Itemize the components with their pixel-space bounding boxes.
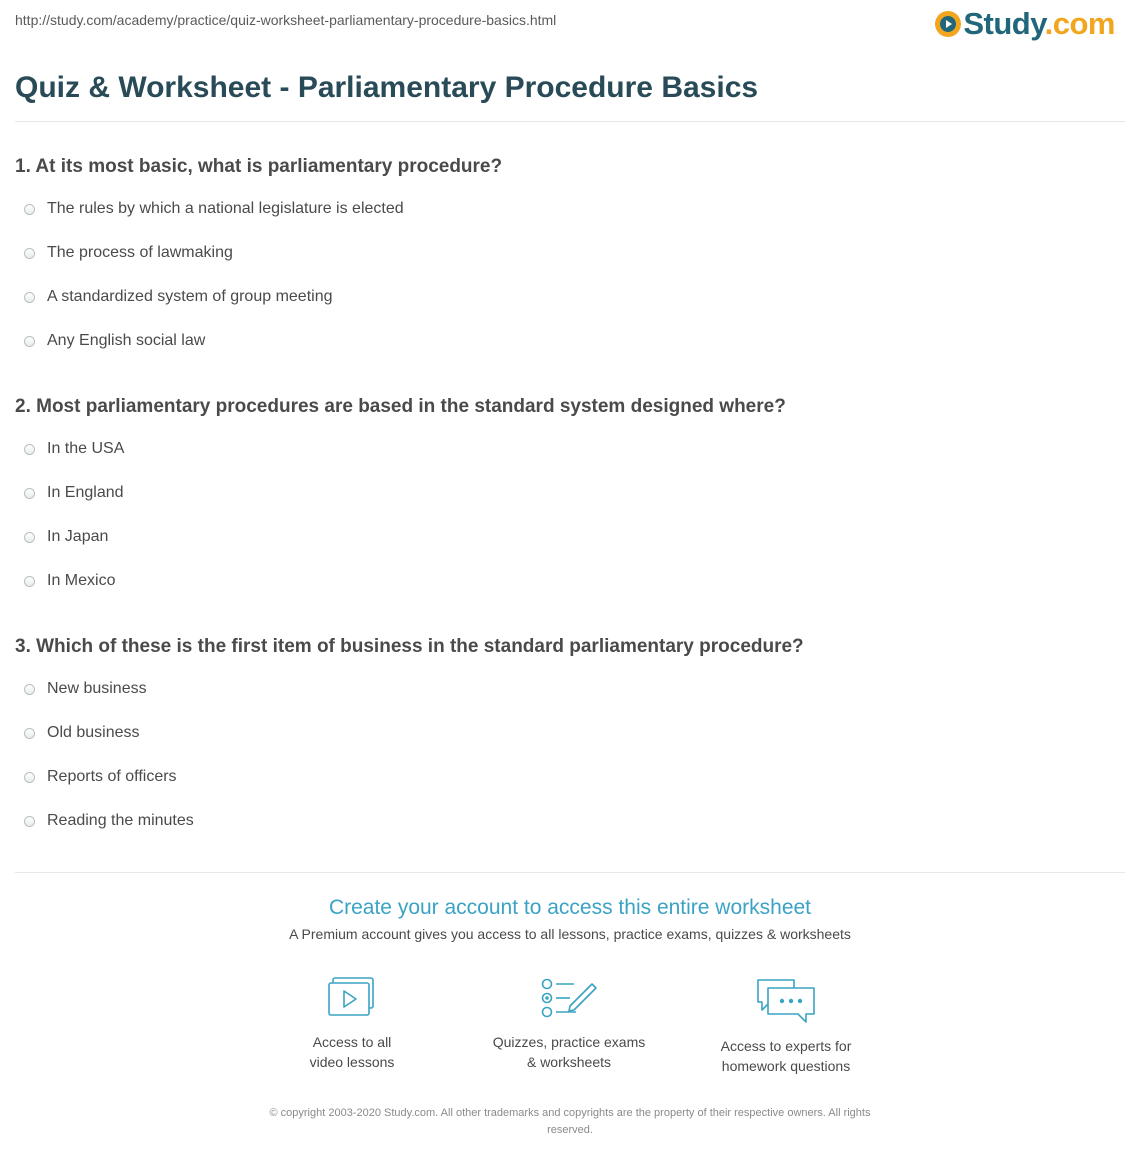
option-label: The process of lawmaking (47, 244, 233, 261)
option-label: Old business (47, 724, 140, 741)
radio-button[interactable] (24, 248, 35, 259)
video-lessons-icon (326, 976, 378, 1022)
radio-button[interactable] (24, 336, 35, 347)
cta-divider (15, 872, 1125, 873)
option-label: New business (47, 680, 147, 697)
option-label: Reports of officers (47, 768, 177, 785)
logo-text: Study.com (963, 6, 1115, 41)
feature-quizzes (479, 976, 659, 1072)
answer-option[interactable] (24, 440, 124, 458)
quiz-checklist-icon (540, 976, 598, 1022)
radio-button[interactable] (24, 292, 35, 303)
answer-option[interactable] (24, 768, 177, 786)
answer-option[interactable] (24, 572, 115, 590)
question-1: 1. At its most basic, what is parliamentary procedure? (15, 156, 503, 177)
option-label: In Japan (47, 528, 109, 545)
radio-button[interactable] (24, 816, 35, 827)
answer-option[interactable] (24, 680, 147, 698)
title-divider (15, 121, 1125, 122)
answer-option[interactable] (24, 332, 205, 350)
logo-play-icon (935, 11, 961, 37)
option-label: The rules by which a national legislature is elected (47, 200, 404, 217)
radio-button[interactable] (24, 488, 35, 499)
answer-option[interactable] (24, 484, 124, 502)
study-logo[interactable] (935, 6, 1115, 42)
radio-button[interactable] (24, 684, 35, 695)
answer-option[interactable] (24, 528, 108, 546)
feature-label: Access to all video lessons (309, 1034, 395, 1070)
create-account-link[interactable]: Create your account to access this entire worksheet (328, 896, 812, 919)
cta-subtitle: A Premium account gives you access to all lessons, practice exams, quizzes & worksheets (289, 926, 851, 942)
answer-option[interactable] (24, 200, 404, 218)
question-2: 2. Most parliamentary procedures are based in the standard system designed where? (15, 396, 786, 417)
question-3: 3. Which of these is the first item of business in the standard parliamentary procedure? (15, 636, 804, 657)
answer-option[interactable] (24, 288, 333, 306)
option-label: Reading the minutes (47, 812, 194, 829)
answer-option[interactable] (24, 244, 233, 262)
page-title: Quiz & Worksheet - Parliamentary Procedure Basics (15, 71, 759, 104)
option-label: A standardized system of group meeting (47, 288, 333, 305)
radio-button[interactable] (24, 728, 35, 739)
top-bar (0, 0, 1140, 56)
radio-button[interactable] (24, 532, 35, 543)
copyright-notice: © copyright 2003-2020 Study.com. All other trademarks and copyrights are the property of their respective owners. All rights reserved. (269, 1107, 871, 1136)
radio-button[interactable] (24, 772, 35, 783)
radio-button[interactable] (24, 204, 35, 215)
page-url: http://study.com/academy/practice/quiz-worksheet-parliamentary-procedure-basics.html (15, 12, 557, 28)
radio-button[interactable] (24, 444, 35, 455)
expert-chat-icon (754, 976, 818, 1026)
answer-option[interactable] (24, 724, 140, 742)
option-label: Any English social law (47, 332, 206, 349)
option-label: In the USA (47, 440, 125, 457)
feature-label: Access to experts for homework questions (720, 1038, 852, 1074)
feature-label: Quizzes, practice exams & worksheets (492, 1034, 646, 1070)
option-label: In England (47, 484, 124, 501)
radio-button[interactable] (24, 576, 35, 587)
answer-option[interactable] (24, 812, 194, 830)
feature-video-lessons (262, 976, 442, 1072)
option-label: In Mexico (47, 572, 116, 589)
feature-experts (696, 976, 876, 1076)
